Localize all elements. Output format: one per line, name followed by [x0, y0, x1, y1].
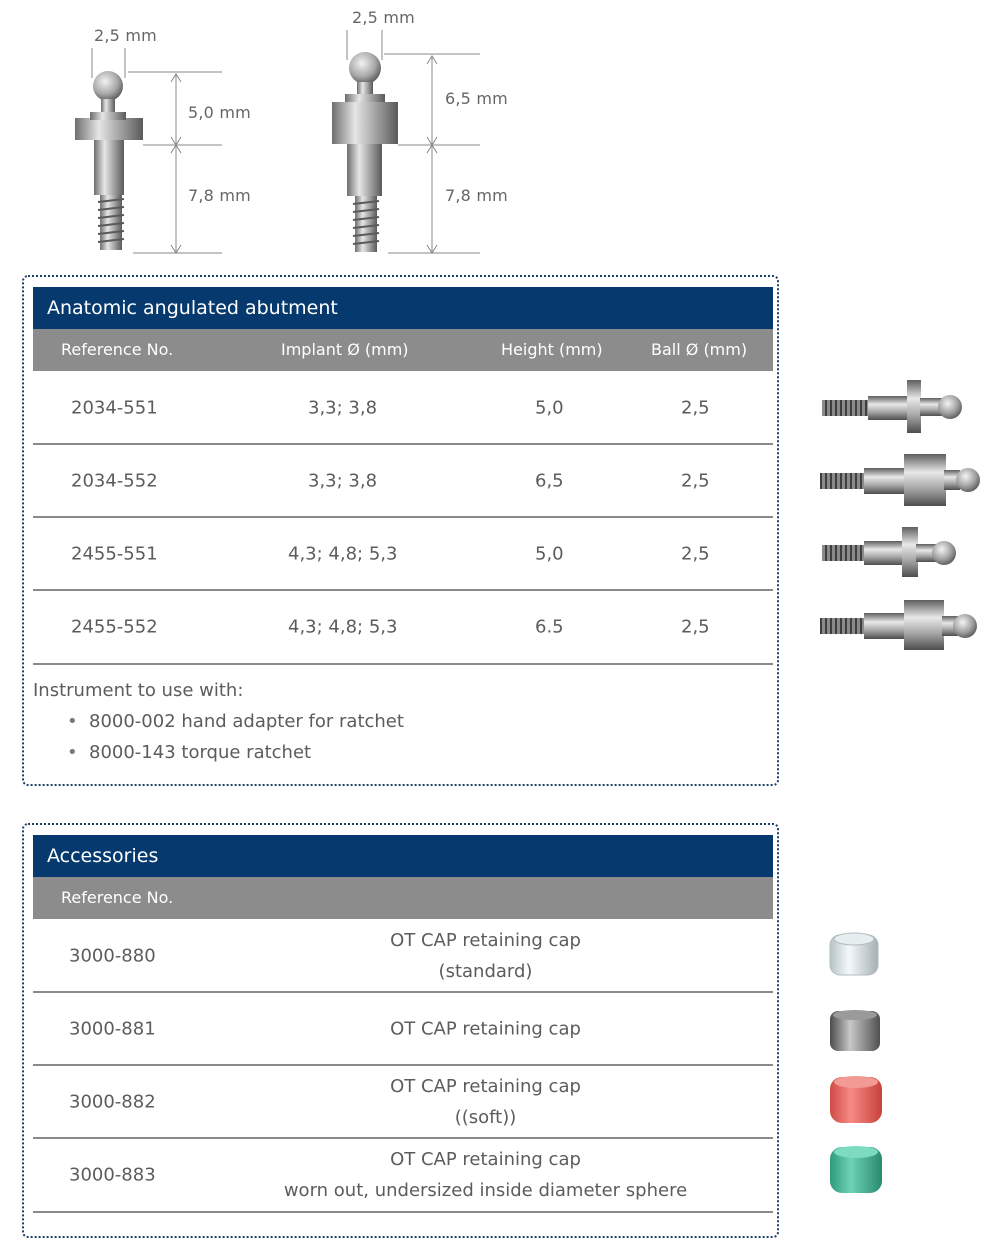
- row-height: 6,5: [535, 470, 564, 491]
- row-height: 6.5: [535, 616, 564, 638]
- cap-image-3000-883: [830, 1146, 882, 1193]
- row-description: [203, 925, 768, 987]
- row-description: [203, 1144, 768, 1206]
- table-row: [33, 372, 773, 445]
- right-lower-height-dimension: 7,8 mm: [445, 186, 508, 205]
- left-upper-height-dimension: 5,0 mm: [188, 103, 251, 122]
- row-height: 5,0: [535, 397, 564, 418]
- row-reference: 2034-551: [71, 397, 158, 418]
- row-ball: 2,5: [681, 543, 710, 564]
- accessories-table-header: [33, 877, 773, 919]
- abutment-product-images: [810, 370, 990, 660]
- abutment-image-2455-552: [820, 600, 977, 650]
- row-description-line1: OT CAP retaining cap: [390, 1075, 581, 1097]
- col-header-height: Height (mm): [501, 340, 603, 359]
- row-implant: 4,3; 4,8; 5,3: [288, 616, 398, 638]
- row-ball: 2,5: [681, 616, 710, 638]
- left-ball-dimension: 2,5 mm: [94, 26, 157, 45]
- instrument-item: • 8000-002 hand adapter for ratchet: [89, 711, 404, 732]
- row-reference: 3000-880: [69, 945, 156, 966]
- row-reference: 2034-552: [71, 470, 158, 491]
- row-reference: 2455-552: [71, 616, 158, 638]
- col-header-implant: Implant Ø (mm): [281, 340, 409, 359]
- abutment-drawing-right: [332, 52, 398, 252]
- instrument-item: • 8000-143 torque ratchet: [89, 742, 311, 763]
- abutment-image-2034-552: [820, 454, 980, 506]
- row-implant: 3,3; 3,8: [308, 470, 378, 491]
- row-description-line1: OT CAP retaining cap: [390, 1018, 581, 1039]
- abutment-table-title: Anatomic angulated abutment: [33, 287, 773, 329]
- col-header-ball: Ball Ø (mm): [651, 340, 748, 359]
- cap-image-3000-882: [830, 1076, 882, 1123]
- row-description-line2: worn out, undersized inside diameter sphere: [283, 1180, 688, 1201]
- col-header-reference: Reference No.: [61, 888, 174, 907]
- row-reference: 3000-883: [69, 1164, 156, 1186]
- row-ball: 2,5: [681, 397, 710, 418]
- cap-image-3000-881: [830, 1010, 880, 1051]
- abutment-panel: [22, 275, 779, 786]
- left-lower-height-dimension: 7,8 mm: [188, 186, 251, 205]
- right-ball-dimension: 2,5 mm: [352, 8, 415, 27]
- table-row: [33, 591, 773, 665]
- accessories-panel: [22, 823, 779, 1238]
- instrument-note: Instrument to use with:: [33, 680, 244, 701]
- table-row: [33, 1139, 773, 1213]
- table-row: [33, 993, 773, 1066]
- abutment-image-2455-551: [822, 527, 956, 577]
- row-description-line1: OT CAP retaining cap: [390, 929, 581, 951]
- abutment-drawing-left: [75, 71, 143, 250]
- table-row: [33, 445, 773, 518]
- right-upper-height-dimension: 6,5 mm: [445, 89, 508, 108]
- row-reference: 3000-882: [69, 1091, 156, 1112]
- table-row: [33, 920, 773, 993]
- abutment-table-header: [33, 329, 773, 371]
- row-ball: 2,5: [681, 470, 710, 491]
- row-description-line2: ((soft)): [454, 1106, 517, 1128]
- row-implant: 4,3; 4,8; 5,3: [288, 543, 398, 564]
- accessories-table-title: Accessories: [33, 835, 773, 877]
- row-reference: 3000-881: [69, 1018, 156, 1039]
- row-reference: 2455-551: [71, 543, 158, 564]
- row-description-line1: OT CAP retaining cap: [390, 1149, 581, 1170]
- row-height: 5,0: [535, 543, 564, 564]
- table-row: [33, 518, 773, 591]
- abutment-image-2034-551: [822, 380, 962, 433]
- row-description-line2: (standard): [438, 960, 533, 982]
- table-row: [33, 1066, 773, 1139]
- row-description: [203, 1013, 768, 1044]
- col-header-reference: Reference No.: [61, 340, 174, 359]
- cap-image-3000-880: [830, 933, 878, 975]
- cap-product-images: [820, 925, 900, 1205]
- row-description: [203, 1071, 768, 1133]
- row-implant: 3,3; 3,8: [308, 397, 378, 418]
